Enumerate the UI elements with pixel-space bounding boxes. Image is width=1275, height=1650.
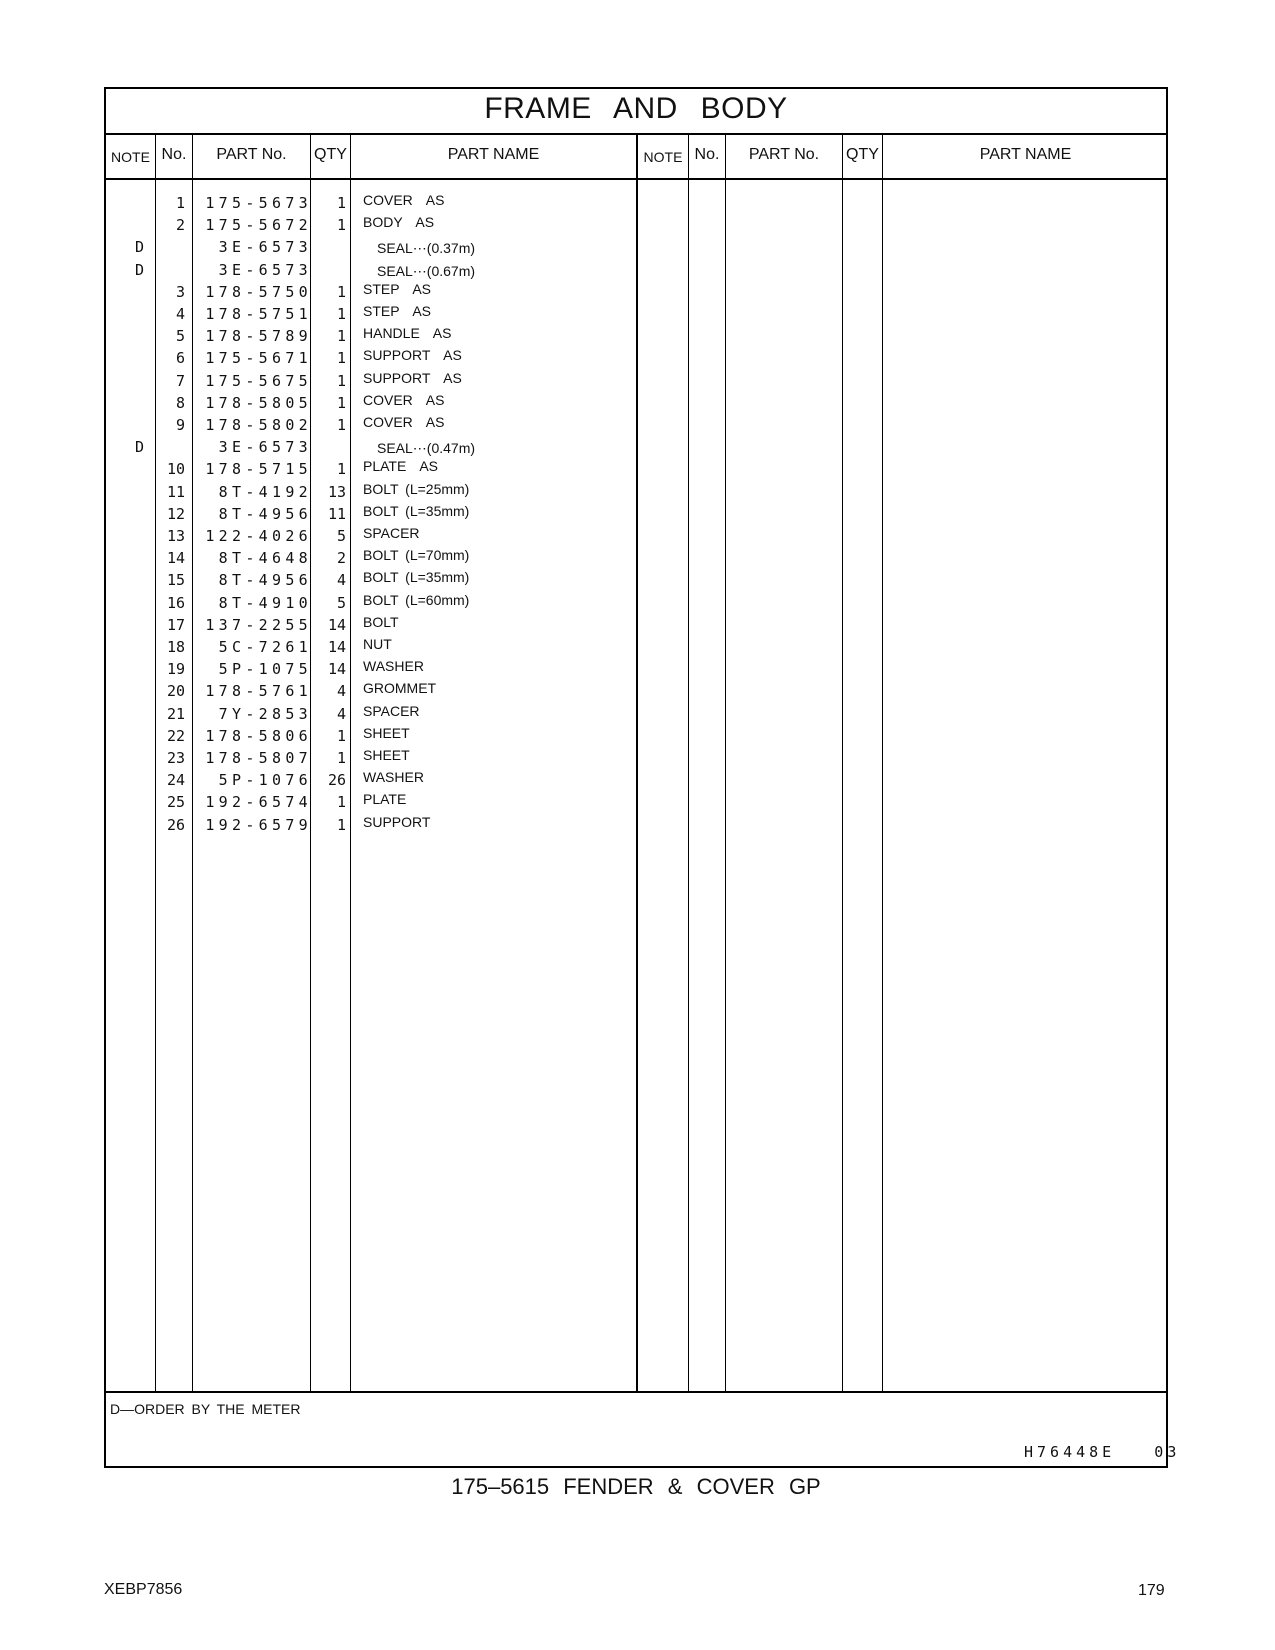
row-part-no: 192-6579 xyxy=(205,815,312,834)
row-part-name: COVER AS xyxy=(363,414,445,430)
row-part-name: SEAL⋯(0.67m) xyxy=(377,262,476,279)
row-qty: 4 xyxy=(336,571,346,590)
row-qty: 14 xyxy=(327,615,346,634)
row-qty: 1 xyxy=(336,349,346,368)
page-number: 179 xyxy=(1138,1582,1165,1599)
row-note: D xyxy=(135,260,145,279)
header-part-name: PART NAME xyxy=(447,146,540,163)
row-qty: 1 xyxy=(336,371,346,390)
row-part-name: BOLT (L=35mm) xyxy=(363,502,470,519)
row-qty: 1 xyxy=(336,305,346,323)
row-part-no: 3E-6573 xyxy=(218,238,312,257)
row-part-name: SEAL⋯(0.47m) xyxy=(377,440,476,457)
header-no-right: No. xyxy=(694,146,720,163)
row-part-name: WASHER xyxy=(363,658,424,675)
row-item-no: 2 xyxy=(175,216,185,235)
row-part-name: COVER AS xyxy=(363,391,445,408)
row-part-no: 122-4026 xyxy=(205,527,312,545)
row-note: D xyxy=(135,438,145,457)
footnote: D—ORDER BY THE METER xyxy=(110,1401,301,1417)
row-qty: 14 xyxy=(327,660,346,679)
row-part-name: SPACER xyxy=(363,525,420,541)
row-part-no: 5C-7261 xyxy=(218,638,312,656)
row-item-no: 23 xyxy=(166,749,185,767)
row-item-no: 25 xyxy=(166,793,185,812)
row-item-no: 8 xyxy=(175,393,185,412)
row-note: D xyxy=(135,238,145,257)
header-part-no-right: PART No. xyxy=(748,146,820,163)
header-part-name-right: PART NAME xyxy=(979,146,1072,163)
row-part-name: SUPPORT AS xyxy=(363,347,462,364)
row-part-no: 175-5672 xyxy=(205,216,312,235)
row-qty: 11 xyxy=(327,504,346,523)
row-part-no: 3E-6573 xyxy=(218,438,312,457)
header-note-right: NOTE xyxy=(643,149,683,165)
row-item-no: 6 xyxy=(175,349,185,368)
row-item-no: 5 xyxy=(175,327,185,346)
row-part-no: 178-5750 xyxy=(205,282,312,301)
row-part-no: 178-5751 xyxy=(205,305,312,323)
row-qty: 14 xyxy=(327,638,346,656)
row-part-no: 178-5807 xyxy=(205,749,312,767)
row-qty: 5 xyxy=(336,527,346,545)
row-part-no: 8T-4956 xyxy=(218,571,312,590)
row-qty: 4 xyxy=(336,704,346,723)
row-part-name: SEAL⋯(0.37m) xyxy=(377,240,476,257)
row-part-no: 175-5673 xyxy=(205,194,312,212)
header-part-no: PART No. xyxy=(216,146,287,163)
section-title: FRAME AND BODY xyxy=(484,92,788,125)
col-rule-qty xyxy=(350,133,351,1392)
row-item-no: 17 xyxy=(166,615,185,634)
row-item-no: 13 xyxy=(166,527,185,545)
row-item-no: 12 xyxy=(166,504,185,523)
row-part-name: BOLT (L=35mm) xyxy=(363,569,470,586)
col-rule-note-right xyxy=(688,133,689,1392)
row-part-name: HANDLE AS xyxy=(363,325,452,342)
row-part-no: 8T-4648 xyxy=(218,549,312,568)
row-part-name: STEP AS xyxy=(363,303,431,319)
col-rule-center xyxy=(636,133,638,1392)
row-part-no: 8T-4910 xyxy=(218,593,312,612)
row-item-no: 24 xyxy=(166,771,185,790)
row-part-no: 8T-4192 xyxy=(218,482,312,501)
header-no: No. xyxy=(161,146,187,163)
row-item-no: 3 xyxy=(175,282,185,301)
row-part-name: STEP AS xyxy=(363,280,431,297)
row-part-name: SHEET xyxy=(363,724,410,741)
row-part-name: WASHER xyxy=(363,769,424,786)
row-part-no: 192-6574 xyxy=(205,793,312,812)
row-part-name: BOLT (L=60mm) xyxy=(363,591,470,608)
row-part-no: 178-5761 xyxy=(205,682,312,701)
row-part-no: 7Y-2853 xyxy=(218,704,312,723)
row-qty: 1 xyxy=(336,416,346,434)
row-item-no: 19 xyxy=(166,660,185,679)
row-part-name: BOLT (L=70mm) xyxy=(363,547,470,564)
row-item-no: 21 xyxy=(166,704,185,723)
row-part-no: 178-5805 xyxy=(205,393,312,412)
row-item-no: 26 xyxy=(166,815,185,834)
row-part-no: 178-5806 xyxy=(205,726,312,745)
row-part-no: 137-2255 xyxy=(205,615,312,634)
row-part-no: 8T-4956 xyxy=(218,504,312,523)
row-part-no: 175-5671 xyxy=(205,349,312,368)
row-item-no: 15 xyxy=(166,571,185,590)
row-item-no: 16 xyxy=(166,593,185,612)
row-part-name: SUPPORT AS xyxy=(363,369,462,386)
col-rule-qty-right xyxy=(882,133,883,1392)
row-part-name: GROMMET xyxy=(363,680,437,697)
row-item-no: 18 xyxy=(166,638,185,656)
row-part-no: 175-5675 xyxy=(205,371,312,390)
row-qty: 1 xyxy=(336,749,346,767)
row-part-name: SPACER xyxy=(363,702,420,719)
row-item-no: 7 xyxy=(175,371,185,390)
row-qty: 4 xyxy=(336,682,346,701)
row-item-no: 10 xyxy=(166,460,185,479)
row-qty: 1 xyxy=(336,216,346,235)
row-part-name: PLATE AS xyxy=(363,458,438,475)
row-item-no: 11 xyxy=(166,482,185,501)
row-part-name: NUT xyxy=(363,636,392,652)
header-note: NOTE xyxy=(111,149,150,165)
row-qty: 26 xyxy=(327,771,346,790)
row-part-name: SUPPORT xyxy=(363,813,431,830)
row-part-no: 178-5802 xyxy=(205,416,312,434)
row-part-no: 3E-6573 xyxy=(218,260,312,279)
row-item-no: 9 xyxy=(175,416,185,434)
row-qty: 1 xyxy=(336,815,346,834)
row-part-no: 178-5715 xyxy=(205,460,312,479)
row-qty: 1 xyxy=(336,282,346,301)
row-part-no: 5P-1076 xyxy=(218,771,312,790)
row-part-name: BOLT (L=25mm) xyxy=(363,480,470,497)
row-qty: 1 xyxy=(336,393,346,412)
row-item-no: 14 xyxy=(166,549,185,568)
row-part-name: PLATE xyxy=(363,791,407,808)
header-qty-right: QTY xyxy=(846,146,879,163)
row-part-name: BOLT xyxy=(363,613,399,630)
row-qty: 1 xyxy=(336,460,346,479)
row-item-no: 4 xyxy=(175,305,185,323)
row-item-no: 1 xyxy=(175,194,185,212)
row-qty: 1 xyxy=(336,194,346,212)
row-qty: 1 xyxy=(336,793,346,812)
row-qty: 1 xyxy=(336,327,346,346)
header-qty: QTY xyxy=(314,146,347,163)
col-rule-no-right xyxy=(725,133,726,1392)
row-item-no: 20 xyxy=(166,682,185,701)
row-part-no: 178-5789 xyxy=(205,327,312,346)
col-rule-partno-right xyxy=(842,133,843,1392)
row-qty: 2 xyxy=(336,549,346,568)
row-part-no: 5P-1075 xyxy=(218,660,312,679)
row-part-name: COVER AS xyxy=(363,192,445,208)
row-qty: 5 xyxy=(336,593,346,612)
row-part-name: SHEET xyxy=(363,747,410,763)
row-item-no: 22 xyxy=(166,726,185,745)
drawing-code: H76448E 03 xyxy=(1024,1443,1181,1461)
row-part-name: BODY AS xyxy=(363,214,435,231)
row-qty: 1 xyxy=(336,726,346,745)
group-caption: 175–5615 FENDER & COVER GP xyxy=(451,1474,821,1499)
document-code: XEBP7856 xyxy=(104,1581,183,1598)
row-qty: 13 xyxy=(327,482,346,501)
